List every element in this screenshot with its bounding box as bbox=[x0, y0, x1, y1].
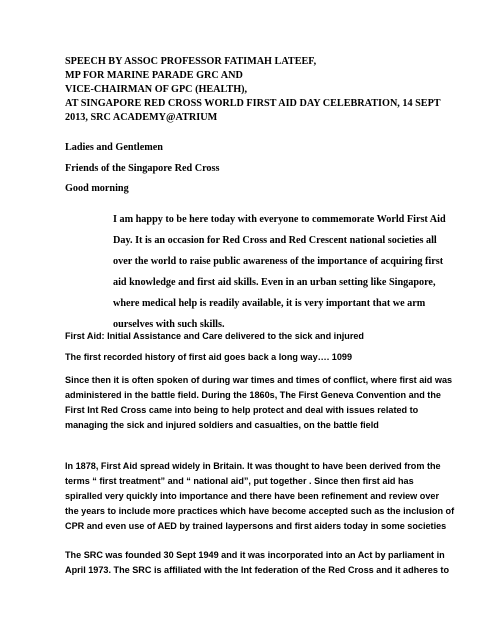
paragraph-src-founding bbox=[65, 548, 485, 578]
header-line: VICE-CHAIRMAN OF GPC (HEALTH), bbox=[65, 84, 248, 95]
paragraph-line: In 1878, First Aid spread widely in Britain. It was thought to have been derived from the bbox=[65, 461, 441, 471]
paragraph-line: the years to include more practices which have become accepted such as the inclusion of bbox=[65, 506, 455, 516]
intro-line: where medical help is readily available, it is very important that we arm bbox=[113, 298, 426, 309]
greeting-line: Ladies and Gentlemen bbox=[65, 142, 163, 153]
paragraph-line: spiralled very quickly into importance and there have been refinement and review over bbox=[65, 491, 439, 501]
speech-header bbox=[65, 55, 485, 125]
header-line: SPEECH BY ASSOC PROFESSOR FATIMAH LATEEF, bbox=[65, 56, 317, 67]
paragraph-line: CPR and even use of AED by trained laypersons and first aiders today in some societies bbox=[65, 521, 447, 531]
paragraph-britain bbox=[65, 459, 485, 534]
intro-paragraph bbox=[113, 209, 463, 335]
section-heading-first-aid bbox=[65, 329, 485, 344]
intro-line: over the world to raise public awareness of the importance of acquiring first bbox=[113, 256, 444, 267]
greetings bbox=[65, 138, 219, 200]
greeting-line: Good morning bbox=[65, 183, 129, 194]
header-line: 2013, SRC ACADEMY@ATRIUM bbox=[65, 112, 218, 123]
paragraph-line: Since then it is often spoken of during war times and times of conflict, where first aid was bbox=[65, 375, 453, 385]
intro-line: ourselves with such skills. bbox=[113, 319, 225, 330]
intro-line: Day. It is an occasion for Red Cross and Red Crescent national societies all bbox=[113, 235, 437, 246]
paragraph-line: managing the sick and injured soldiers and casualties, on the battle field bbox=[65, 420, 379, 430]
paragraph-line: administered in the battle field. During the 1860s, The First Geneva Convention and the bbox=[65, 390, 441, 400]
paragraph-line: The first recorded history of first aid goes back a long way…. 1099 bbox=[65, 352, 353, 362]
paragraph-line: terms “ first treatment” and “ national aid”, put together . Since then first aid has bbox=[65, 476, 414, 486]
header-line: MP FOR MARINE PARADE GRC AND bbox=[65, 70, 243, 81]
intro-line: I am happy to be here today with everyone to commemorate World First Aid bbox=[113, 214, 446, 225]
header-line: AT SINGAPORE RED CROSS WORLD FIRST AID DAY CELEBRATION, 14 SEPT bbox=[65, 98, 441, 109]
paragraph-line: April 1973. The SRC is affiliated with the Int federation of the Red Cross and it adheres to bbox=[65, 565, 450, 575]
paragraph-line: The SRC was founded 30 Sept 1949 and it was incorporated into an Act by parliament in bbox=[65, 550, 445, 560]
paragraph-history bbox=[65, 350, 485, 365]
paragraph-geneva bbox=[65, 373, 485, 433]
greeting-line: Friends of the Singapore Red Cross bbox=[65, 162, 220, 174]
paragraph-line: First Int Red Cross came into being to help protect and deal with issues related to bbox=[65, 405, 419, 415]
paragraph-line: First Aid: Initial Assistance and Care delivered to the sick and injured bbox=[65, 331, 364, 341]
intro-line: aid knowledge and first aid skills. Even in an urban setting like Singapore, bbox=[113, 277, 436, 288]
